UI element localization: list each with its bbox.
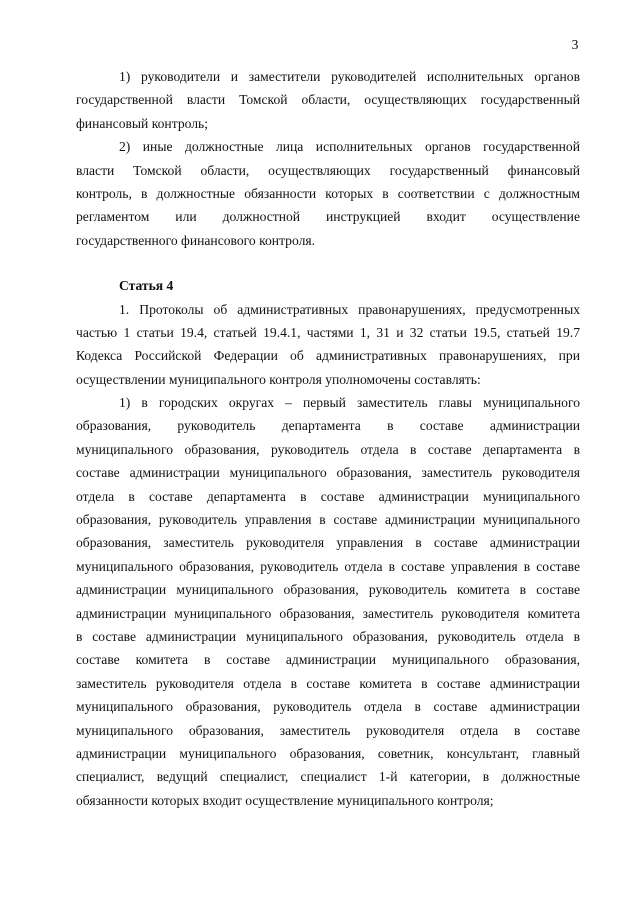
- text-line: муниципального образования, руководитель отдела в составе департамента в: [76, 441, 580, 457]
- document-body: [76, 68, 580, 815]
- text-line: Кодекса Российской Федерации об административных правонарушениях, при: [76, 348, 580, 364]
- text-line: частью 1 статьи 19.4, статьей 19.4.1, частями 1, 31 и 32 статьи 19.5, статьей 19.7: [76, 324, 580, 340]
- text-line: администрации муниципального образования, руководитель комитета в составе: [76, 582, 580, 598]
- text-line: администрации муниципального образования, советник, консультант, главный: [76, 745, 580, 761]
- text-line: финансовый контроль;: [76, 115, 208, 131]
- text-line: 2) иные должностные лица исполнительных органов государственной: [119, 139, 580, 155]
- text-line: муниципального образования, руководитель отдела в составе управления в составе: [76, 558, 580, 574]
- paragraph-1: [76, 68, 580, 138]
- text-line: 1) в городских округах – первый заместитель главы муниципального: [119, 395, 580, 411]
- paragraph-3: [76, 301, 580, 395]
- text-line: отдела в составе департамента в составе администрации муниципального: [76, 488, 580, 504]
- text-line: 1. Протоколы об административных правонарушениях, предусмотренных: [119, 301, 580, 317]
- text-line: обязанности которых входит осуществление муниципального контроля;: [76, 792, 494, 808]
- text-line: заместитель руководителя отдела в составе комитета в составе администрации: [76, 675, 580, 691]
- text-line: администрации муниципального образования, заместитель руководителя комитета: [76, 605, 580, 621]
- text-line: составе администрации муниципального образования, заместитель руководителя: [76, 465, 580, 481]
- paragraph-4: [76, 394, 580, 815]
- text-line: государственного финансового контроля.: [76, 232, 316, 248]
- text-line: образования, руководитель управления в составе администрации муниципального: [76, 512, 580, 528]
- text-line: образования, руководитель департамента в составе администрации: [76, 418, 580, 434]
- text-line: власти Томской области, осуществляющих государственный финансовый: [76, 162, 580, 178]
- paragraph-2: [76, 138, 580, 255]
- text-line: государственной власти Томской области, осуществляющих государственный: [76, 92, 580, 108]
- article-heading: Статья 4: [119, 278, 174, 294]
- page-number: 3: [571, 37, 579, 52]
- text-line: 1) руководители и заместители руководителей исполнительных органов: [119, 69, 580, 84]
- text-line: в составе администрации муниципального образования, руководитель отдела в: [76, 628, 580, 644]
- text-line: осуществлении муниципального контроля уполномочены составлять:: [76, 371, 481, 387]
- text-line: муниципального образования, заместитель руководителя отдела в составе: [76, 722, 580, 738]
- paragraph-gap: [76, 255, 580, 277]
- text-line: контроль, в должностные обязанности которых в соответствии с должностным: [76, 185, 580, 201]
- text-line: специалист, ведущий специалист, специалист 1-й категории, в должностные: [76, 769, 580, 785]
- text-line: образования, заместитель руководителя управления в составе администрации: [76, 535, 580, 551]
- text-line: регламентом или должностной инструкцией входит осуществление: [76, 209, 580, 225]
- text-line: муниципального образования, руководитель отдела в составе администрации: [76, 699, 580, 715]
- text-line: составе комитета в составе администрации муниципального образования,: [76, 652, 580, 668]
